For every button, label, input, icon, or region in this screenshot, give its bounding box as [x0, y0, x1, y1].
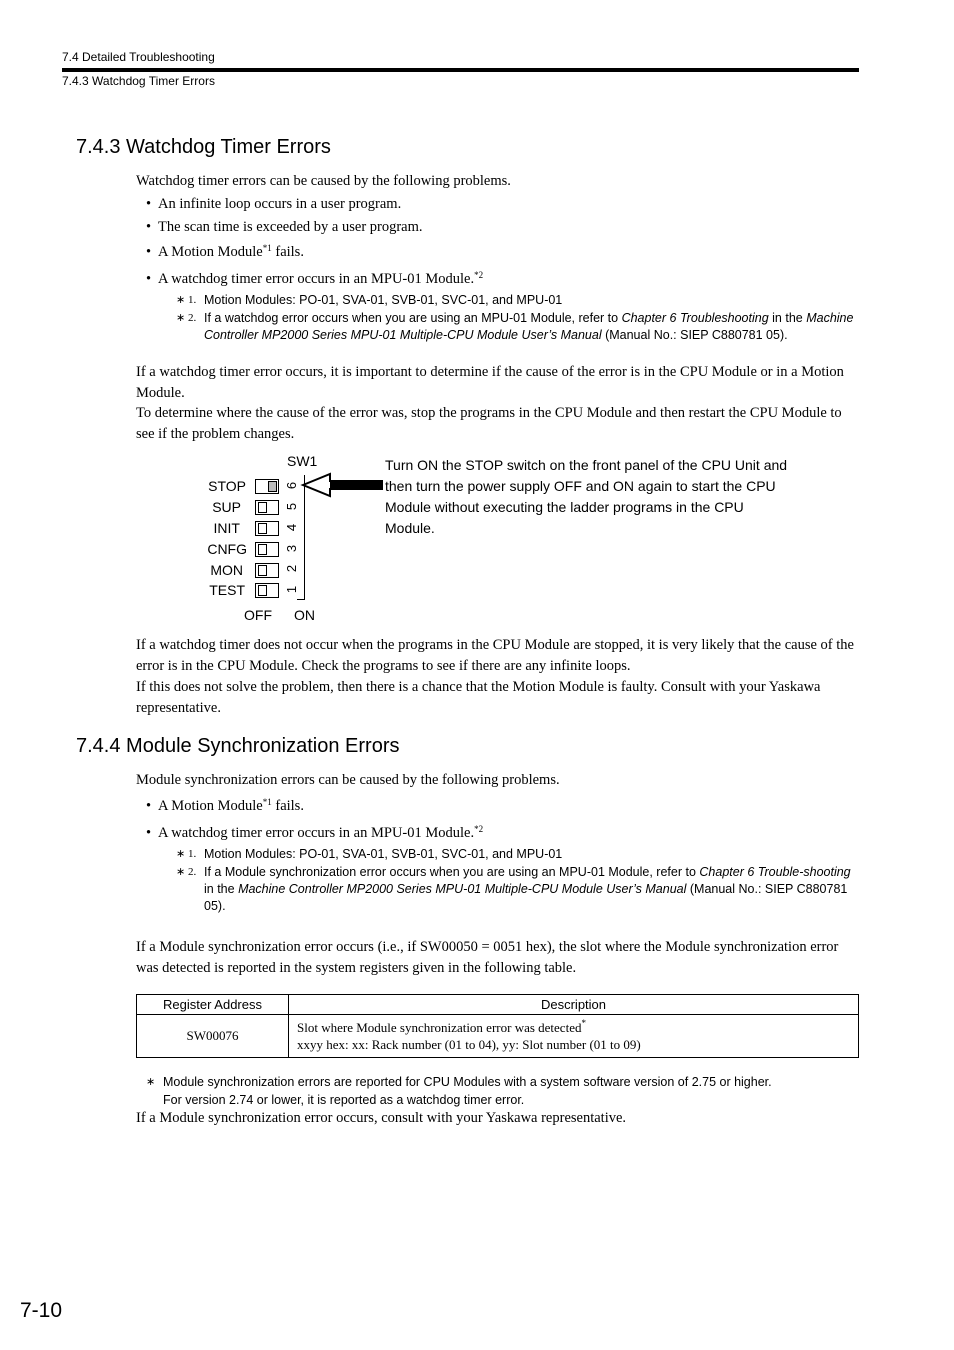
header-rule	[62, 68, 859, 72]
list-item: • An infinite loop occurs in a user program.	[146, 196, 402, 212]
switch-label-init: INIT	[213, 520, 240, 536]
pointer-arrow-icon	[300, 472, 384, 498]
register-table	[136, 994, 859, 1058]
switch-bracket-foot	[297, 599, 305, 600]
footnote-2: ∗ 2. If a watchdog error occurs when you are using an MPU-01 Module, refer to Chapter 6 Troubleshooting in the Machine Controller MP2000 Series MPU-01 Multiple-CPU Module User’s Manual (Manual No.: SIEP C880781 05).	[176, 311, 854, 342]
register-description-cell: Slot where Module synchronization error was detected* xxyy hex: xx: Rack number (01 to 04), yy: Slot number (01 to 09)	[289, 1015, 859, 1058]
table-note-mark: ∗	[146, 1076, 156, 1088]
watchdog-para-1: If a watchdog timer error occurs, it is important to determine if the cause of the error is in the CPU Module or in a Motion Module.	[136, 364, 844, 401]
table-header-address: Register Address	[137, 995, 289, 1015]
list-item: • A watchdog timer error occurs in an MPU-01 Module.$^{*2}$	[146, 270, 484, 287]
switch-number: 1	[284, 585, 300, 594]
list-item: • A watchdog timer error occurs in an MPU-01 Module.$^{*2}$	[146, 824, 484, 841]
dip-switch-sup	[255, 500, 279, 515]
switch-number: 4	[284, 523, 300, 532]
dip-switch-test	[255, 583, 279, 598]
footnote-1: ∗ 1. Motion Modules: PO-01, SVA-01, SVB-01, SVC-01, and MPU-01	[176, 847, 563, 861]
register-address-cell: SW00076	[137, 1015, 289, 1058]
dip-switch-init	[255, 521, 279, 536]
page-number: 7-10	[20, 1299, 63, 1322]
running-header-section: 7.4 Detailed Troubleshooting	[62, 50, 215, 64]
switch-label-stop: STOP	[208, 478, 246, 494]
sync-closing: If a Module synchronization error occurs, consult with your Yaskawa representative.	[136, 1110, 627, 1126]
watchdog-para-4: If this does not solve the problem, then there is a chance that the Motion Module is faulty. Consult with your Yaskawa representative.	[136, 679, 821, 716]
sync-intro: Module synchronization errors can be caused by the following problems.	[136, 772, 560, 788]
switch-label-cnfg: CNFG	[207, 541, 247, 557]
running-header-subsection: 7.4.3 Watchdog Timer Errors	[62, 74, 215, 88]
dip-switch-stop	[255, 479, 279, 494]
table-note: Module synchronization errors are reported for CPU Modules with a system software version of 2.75 or higher. For version 2.74 or lower, it is reported as a watchdog timer error.	[163, 1075, 772, 1107]
watchdog-intro: Watchdog timer errors can be caused by the following problems.	[136, 173, 511, 189]
switch-label-sup: SUP	[212, 499, 241, 515]
list-item: • The scan time is exceeded by a user program.	[146, 219, 423, 235]
switch-label-mon: MON	[210, 562, 243, 578]
dip-switch-mon	[255, 563, 279, 578]
watchdog-para-3: If a watchdog timer does not occur when the programs in the CPU Module are stopped, it is very likely that the cause of the error is in the CPU Module. Check the programs to see if there are any infinite loops.	[136, 637, 854, 674]
table-row	[137, 1015, 859, 1058]
footnote-2: ∗ 2. If a Module synchronization error occurs when you are using an MPU-01 Module, refer to Chapter 6 Trouble-shooting in the Machine Controller MP2000 Series MPU-01 Multiple-CPU Module User’s Manual (Manual No.: SIEP C880781 05).	[176, 865, 851, 913]
switch-number: 6	[284, 481, 300, 490]
switch-label-test: TEST	[209, 582, 245, 598]
footnote-1: ∗ 1. Motion Modules: PO-01, SVA-01, SVB-01, SVC-01, and MPU-01	[176, 293, 563, 307]
switch-on-label: ON	[294, 607, 315, 623]
list-item: • A Motion Module$^{*1}$ fails.	[146, 797, 304, 814]
watchdog-para-2: To determine where the cause of the error was, stop the programs in the CPU Module and then restart the CPU Module to see if the problem changes.	[136, 405, 842, 442]
switch-off-label: OFF	[244, 607, 272, 623]
sync-para-1: If a Module synchronization error occurs (i.e., if SW00050 = 0051 hex), the slot where the Module synchronization error was detected is reported in the system registers given in the following table.	[136, 939, 839, 976]
sw1-title: SW1	[287, 453, 318, 469]
switch-number: 3	[284, 544, 300, 553]
switch-number: 2	[284, 564, 300, 573]
table-header-description: Description	[289, 995, 859, 1015]
section-title-sync: 7.4.4 Module Synchronization Errors	[76, 735, 400, 757]
switch-instruction: Turn ON the STOP switch on the front panel of the CPU Unit and then turn the power supply OFF and ON again to start the CPU Module without executing the ladder programs in the CPU Module.	[385, 457, 788, 536]
list-item: • A Motion Module$^{*1}$ fails.	[146, 243, 304, 260]
dip-switch-cnfg	[255, 542, 279, 557]
section-title-watchdog: 7.4.3 Watchdog Timer Errors	[76, 136, 331, 158]
switch-number: 5	[284, 502, 300, 511]
